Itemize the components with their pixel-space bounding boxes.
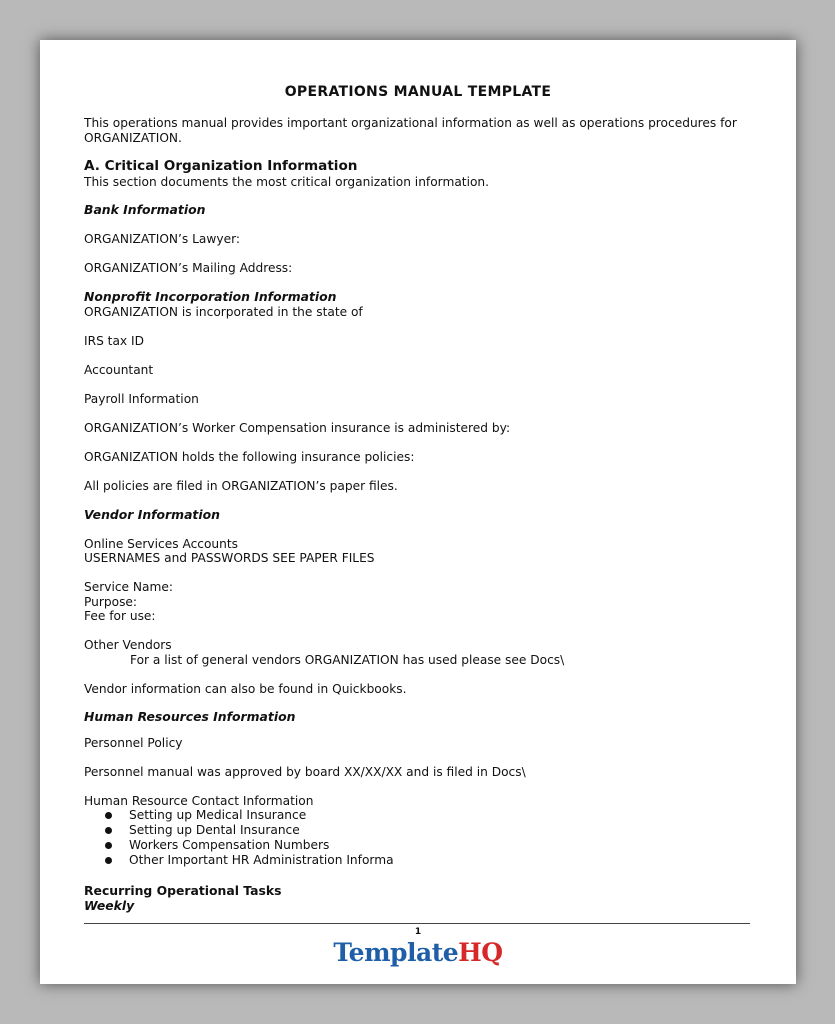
mailing-line: ORGANIZATION’s Mailing Address: [84, 261, 293, 275]
worker-comp-line: ORGANIZATION’s Worker Compensation insurance is administered by: [84, 421, 511, 435]
document-title: OPERATIONS MANUAL TEMPLATE [284, 84, 552, 100]
list-item-text: Setting up Medical Insurance [129, 808, 307, 822]
filed-line: All policies are filed in ORGANIZATION’s paper files. [84, 479, 398, 493]
bullet-icon [105, 812, 112, 819]
bullet-icon [105, 842, 112, 849]
recurring-heading: Recurring Operational Tasks [84, 883, 282, 898]
list-item-text: Workers Compensation Numbers [129, 838, 330, 852]
bullet-icon [105, 857, 112, 864]
list-item [102, 823, 394, 838]
intro-paragraph: This operations manual provides important organizational information as well as operations procedures for ORGANIZATION. [84, 116, 737, 145]
other-vendors-line: Other Vendors [84, 638, 172, 652]
fee-line: Fee for use: [84, 609, 156, 623]
logo-part-template: Template [333, 938, 459, 967]
lawyer-line: ORGANIZATION’s Lawyer: [84, 232, 240, 246]
footer-divider [84, 923, 750, 924]
list-item [102, 853, 394, 868]
hr-bullet-list [102, 808, 394, 868]
section-a-description: This section documents the most critical organization information. [84, 175, 490, 189]
online-accounts-line: Online Services Accounts [84, 537, 239, 551]
incorporated-line: ORGANIZATION is incorporated in the state of [84, 305, 363, 319]
bullet-icon [105, 827, 112, 834]
quickbooks-line: Vendor information can also be found in Quickbooks. [84, 682, 407, 696]
vendor-list-note: For a list of general vendors ORGANIZATION has used please see Docs\ [130, 653, 565, 667]
list-item [102, 808, 394, 823]
personnel-manual-line: Personnel manual was approved by board XX/XX/XX and is filed in Docs\ [84, 765, 526, 779]
nonprofit-heading: Nonprofit Incorporation Information [84, 289, 337, 304]
hr-heading: Human Resources Information [84, 709, 296, 724]
section-a-heading: A. Critical Organization Information [84, 158, 358, 174]
logo-part-hq: HQ [458, 938, 503, 967]
list-item-text: Setting up Dental Insurance [129, 823, 300, 837]
list-item-text: Other Important HR Administration Informa [129, 853, 394, 867]
document-page [40, 40, 796, 984]
bank-heading: Bank Information [84, 202, 206, 217]
templatehq-logo [40, 938, 796, 967]
list-item [102, 838, 394, 853]
payroll-line: Payroll Information [84, 392, 199, 406]
personnel-policy-line: Personnel Policy [84, 736, 183, 750]
page-number: 1 [414, 927, 422, 937]
purpose-line: Purpose: [84, 595, 138, 609]
accountant-line: Accountant [84, 363, 154, 377]
irs-line: IRS tax ID [84, 334, 144, 348]
weekly-heading: Weekly [84, 898, 135, 913]
vendor-heading: Vendor Information [84, 507, 220, 522]
passwords-line: USERNAMES and PASSWORDS SEE PAPER FILES [84, 551, 375, 565]
policies-line: ORGANIZATION holds the following insurance policies: [84, 450, 415, 464]
hr-contact-line: Human Resource Contact Information [84, 794, 314, 808]
service-name-line: Service Name: [84, 580, 173, 594]
